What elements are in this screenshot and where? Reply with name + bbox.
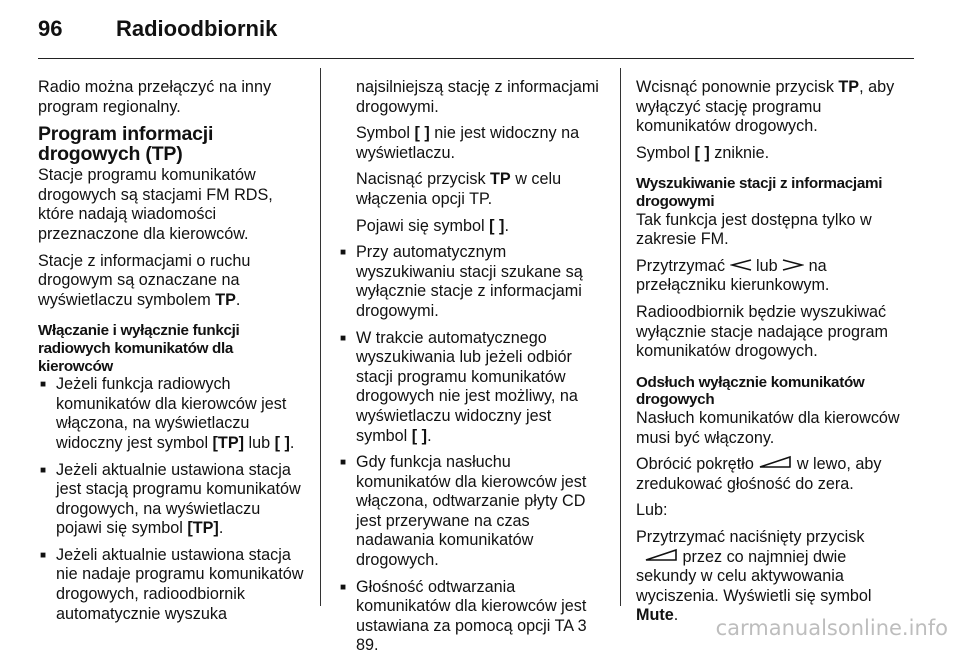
paragraph: najsilniejszą stację z informacjami drogowymi. (356, 78, 599, 116)
paragraph: Nacisnąć przycisk TP w celu włączenia opcji TP. (356, 170, 562, 208)
column-1 (38, 78, 306, 631)
list-item: ■ Jeżeli aktualnie ustawiona stacja nie nadaje programu komunikatów drogowych, radioodbiornik automatycznie wyszuka (38, 546, 306, 624)
page-header (38, 16, 277, 42)
list-item: ■ Głośność odtwarzania komunikatów dla kierowców jest ustawiana za pomocą opcji TA 3 89. (338, 578, 606, 656)
paragraph: Stacje programu komunikatów drogowych są stacjami FM RDS, które nadają wiadomości przeznaczone dla kierowców. (38, 166, 273, 243)
paragraph: Symbol [ ] nie jest widoczny na wyświetlaczu. (356, 124, 580, 162)
column-divider-2 (620, 68, 621, 606)
column-3 (636, 78, 906, 633)
tp-symbol: TP (215, 290, 236, 309)
paragraph: Przytrzymać lub na przełączniku kierunkowym. (636, 256, 830, 295)
section-heading-tp: Program informacji drogowych (TP) (38, 123, 214, 166)
paragraph: Pojawi się symbol [ ]. (356, 216, 509, 235)
paragraph: Symbol [ ] zniknie. (636, 143, 770, 162)
subsection-heading-onoff: Włączanie i wyłącznie funkcji radiowych komunikatów dla kierowców (38, 322, 240, 375)
header-rule (38, 58, 914, 59)
page-number: 96 (38, 16, 63, 41)
paragraph: Tak funkcja jest dostępna tylko w zakresie FM. (636, 210, 872, 249)
list-item: ■ Przy automatycznym wyszukiwaniu stacji szukane są wyłącznie stacje z informacjami drogowymi. (338, 243, 606, 321)
arrow-right-icon (782, 257, 804, 277)
subsection-heading-listen: Odsłuch wyłącznie komunikatów drogowych (636, 373, 865, 409)
list-item: ■ Jeżeli aktualnie ustawiona stacja jest stacją programu komunikatów drogowych, na wyświetlaczu pojawi się symbol [TP]. (38, 461, 306, 539)
list-item: ■ W trakcie automatycznego wyszukiwania lub jeżeli odbiór stacji programu komunikatów drogowych nie jest możliwy, na wyświetlaczu widoczny jest symbol [ ]. (338, 329, 606, 447)
paragraph: Obrócić pokrętło w lewo, aby zredukować głośność do zera. (636, 455, 882, 493)
paragraph: Radio można przełączyć na inny program regionalny. (38, 78, 272, 116)
arrow-left-icon (730, 257, 752, 277)
paragraph: Lub: (636, 501, 668, 520)
volume-knob-icon (758, 455, 792, 475)
list-item: ■ Jeżeli funkcja radiowych komunikatów dla kierowców jest włączona, na wyświetlaczu widoczny jest symbol [TP] lub [ ]. (38, 375, 306, 453)
page-reference-icon[interactable]: 3 (577, 616, 587, 635)
column-2 (338, 78, 606, 663)
paragraph: Nasłuch komunikatów dla kierowców musi być włączony. (636, 408, 900, 447)
chapter-title: Radioodbiornik (116, 16, 278, 41)
watermark: carmanualsonline.info (715, 616, 948, 640)
bullet-list (338, 243, 606, 656)
paragraph: Wcisnąć ponownie przycisk TP, aby wyłączyć stację programu komunikatów drogowych. (636, 78, 895, 136)
paragraph: Przytrzymać naciśnięty przycisk przez co najmniej dwie sekundy w celu aktywowania wyciszenia. Wyświetli się symbol Mute. (636, 528, 872, 625)
bullet-list (38, 375, 306, 624)
subsection-heading-search: Wyszukiwanie stacji z informacjami drogowymi (636, 175, 883, 210)
paragraph: Radioodbiornik będzie wyszukiwać wyłącznie stacje nadające program komunikatów drogowych. (636, 303, 888, 361)
list-item: ■ Gdy funkcja nasłuchu komunikatów dla kierowców jest włączona, odtwarzanie płyty CD jest przerywane na czas nadawania komunikatów drogowych. (338, 453, 606, 571)
volume-knob-icon (644, 548, 678, 568)
paragraph: Stacje z informacjami o ruchu drogowym są oznaczane na wyświetlaczu symbolem TP. (38, 251, 251, 309)
column-divider-1 (320, 68, 321, 606)
